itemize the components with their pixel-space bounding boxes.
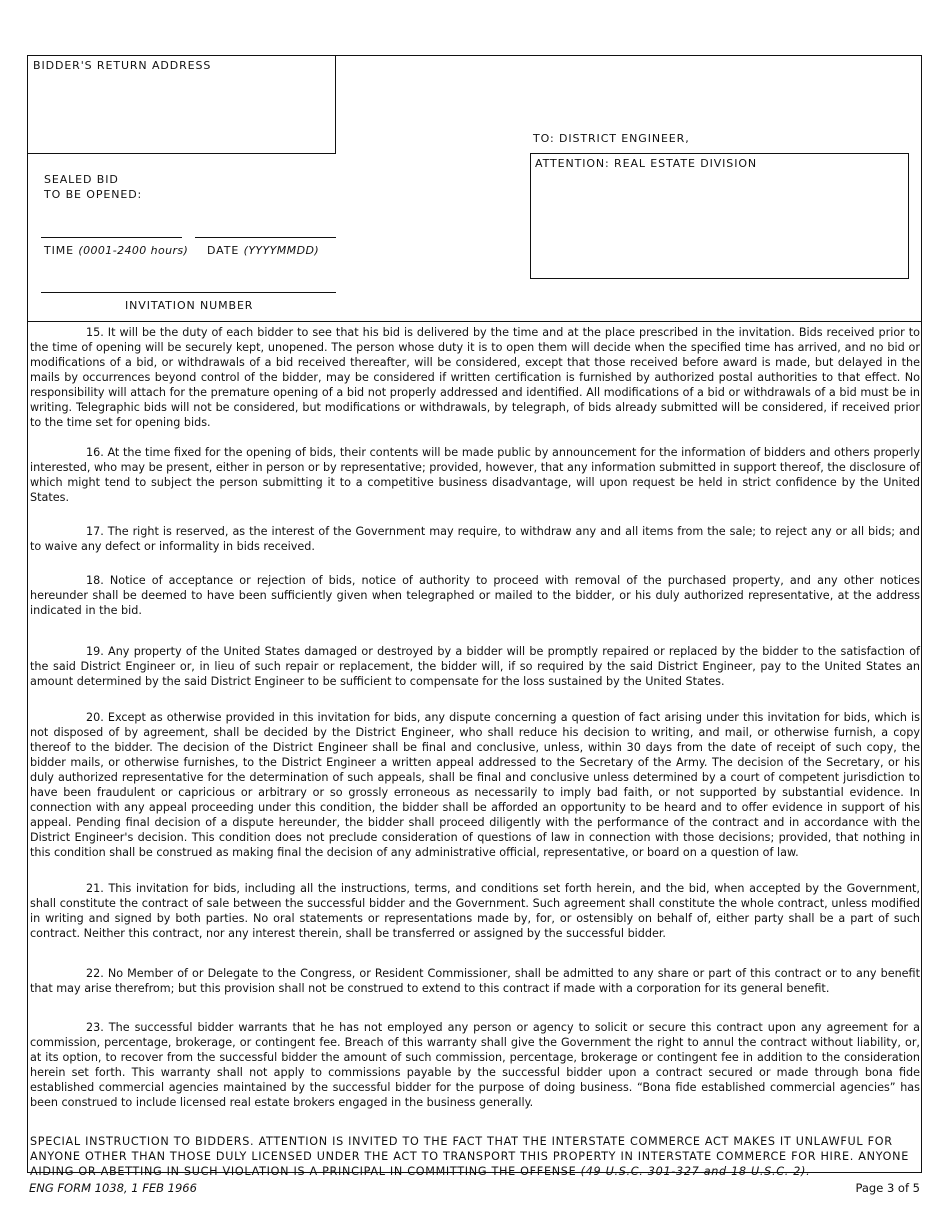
clause-15: 15. It will be the duty of each bidder to see that his bid is delivered by the time and at the place prescribed in the invitation. Bids received prior to the time of opening will be securely kept, unopened. The person whose duty it is to open them will decide when the specified time has arrived, and no bid or modifications of a bid, or withdrawals of a bid received thereafter, will be considered, except that those received before award is made, but delayed in the mails by occurrences beyond control of the bidder, may be considered if written certification is furnished by authorized postal authorities to that effect. No responsibility will attach for the premature opening of a bid not properly addressed and identified. All modifications of a bid or withdrawals of a bid must be in writing. Telegraphic bids will not be considered, but modifications or withdrawals, by telegraph, of bids already submitted will be considered, if received prior to the time set for opening bids.: [30, 326, 920, 429]
to-be-opened-label: TO BE OPENED:: [44, 188, 143, 201]
clauses-section: [30, 324, 920, 1179]
time-field[interactable]: [41, 237, 182, 238]
time-label: [44, 244, 188, 257]
attention-box[interactable]: [530, 153, 909, 279]
special-instruction-citation: (49 U.S.C. 301-327 and 18 U.S.C. 2).: [580, 1165, 811, 1178]
clause-17: 17. The right is reserved, as the interest of the Government may require, to withdraw any and all items from the sale; to reject any or all bids; and to waive any defect or informality in bids received.: [30, 525, 920, 553]
time-label-text: TIME: [44, 244, 75, 257]
clause-19: 19. Any property of the United States damaged or destroyed by a bidder will be promptly repaired or replaced by the bidder to the satisfaction of the said District Engineer or, in lieu of such repair or replacement, the bidder will, if so required by the said District Engineer, pay to the United States an amount determined by the said District Engineer to be sufficient to compensate for the loss sustained by the United States.: [30, 645, 920, 688]
invitation-number-field[interactable]: [41, 292, 336, 293]
return-address-label: BIDDER'S RETURN ADDRESS: [33, 59, 212, 72]
date-field[interactable]: [195, 237, 336, 238]
attention-label: ATTENTION: REAL ESTATE DIVISION: [535, 157, 758, 170]
clause-22: 22. No Member of or Delegate to the Congress, or Resident Commissioner, shall be admitted to any share or part of this contract or to any benefit that may arise therefrom; but this provision shall not be construed to extend to this contract if made with a corporation for its general benefit.: [30, 967, 920, 995]
clause-20: 20. Except as otherwise provided in this invitation for bids, any dispute concerning a question of fact arising under this invitation for bids, which is not disposed of by agreement, shall be decided by the District Engineer, who shall reduce his decision to writing, and mail, or otherwise furnish, a copy thereof to the bidder. The decision of the District Engineer shall be final and conclusive, unless, within 30 days from the date of receipt of such copy, the bidder mails, or otherwise furnishes, to the District Engineer a written appeal addressed to the Secretary of the Army. The decision of the Secretary, or his duly authorized representative for the determination of such appeals, shall be final and conclusive unless determined by a court of competent jurisdiction to have been fraudulent or capricious or arbitrary or so grossly erroneous as necessarily to imply bad faith, or not supported by substantial evidence. In connection with any appeal proceeding under this condition, the bidder shall be afforded an opportunity to be heard and to offer evidence in support of his appeal. Pending final decision of a dispute hereunder, the bidder shall proceed diligently with the performance of the contract and in accordance with the District Engineer's decision. This condition does not preclude consideration of questions of law in connection with those decisions; provided, that nothing in this condition shall be construed as making final the decision of any administrative official, representative, or board on a question of law.: [30, 711, 920, 859]
special-instruction: [30, 1134, 920, 1179]
date-label: [207, 244, 319, 257]
header-separator: [27, 321, 922, 322]
page-number: Page 3 of 5: [855, 1181, 920, 1195]
special-instruction-text: SPECIAL INSTRUCTION TO BIDDERS. ATTENTION IS INVITED TO THE FACT THAT THE INTERSTATE COMMERCE ACT MAKES IT UNLAWFUL FOR ANYONE OTHER THAN THOSE DULY LICENSED UNDER THE ACT TO TRANSPORT THIS PROPERTY IN INTERSTATE COMMERCE FOR HIRE. ANYONE AIDING OR ABETTING IN SUCH VIOLATION IS A PRINCIPAL IN COMMITTING THE OFFENSE: [30, 1135, 909, 1178]
clause-16: 16. At the time fixed for the opening of bids, their contents will be made public by announcement for the information of bidders and others properly interested, who may be present, either in person or by representative; provided, however, that any information submitted in support thereof, the disclosure of which might tend to subject the person submitting it to a competitive business disadvantage, will upon request be held in strict confidence by the United States.: [30, 446, 920, 504]
invitation-number-label: INVITATION NUMBER: [125, 299, 254, 312]
sealed-bid-label: SEALED BID: [44, 173, 119, 186]
form-identifier: ENG FORM 1038, 1 FEB 1966: [29, 1181, 197, 1195]
time-hint: (0001-2400 hours): [78, 244, 189, 257]
clause-18: 18. Notice of acceptance or rejection of bids, notice of authority to proceed with removal of the purchased property, and any other notices hereunder shall be deemed to have been sufficiently given when telegraphed or mailed to the bidder, or his duly authorized representative, at the address indicated in the bid.: [30, 574, 920, 617]
to-district-engineer-label: TO: DISTRICT ENGINEER,: [533, 132, 690, 145]
date-label-text: DATE: [207, 244, 240, 257]
clause-23: 23. The successful bidder warrants that he has not employed any person or agency to solicit or secure this contract upon any agreement for a commission, percentage, brokerage, or contingent fee. Breach of this warranty shall give the Government the right to annul the contract without liability, or, at its option, to recover from the successful bidder the amount of such commission, percentage, brokerage or contingent fee in addition to the consideration herein set forth. This warranty shall not apply to commissions payable by the successful bidder upon a contract secured or made through bona fide established commercial agencies maintained by the successful bidder for the purpose of doing business. “Bona fide established commercial agencies” has been construed to include licensed real estate brokers engaged in the business generally.: [30, 1021, 920, 1109]
date-hint: (YYYYMMDD): [243, 244, 320, 257]
clause-21: 21. This invitation for bids, including all the instructions, terms, and conditions set forth herein, and the bid, when accepted by the Government, shall constitute the contract of sale between the successful bidder and the Government. Such agreement shall constitute the whole contract, unless modified in writing and signed by both parties. No oral statements or representations made by, for, or ostensibly on behalf of, either party shall be a part of such contract. Neither this contract, nor any interest therein, shall be transferred or assigned by the successful bidder.: [30, 882, 920, 940]
